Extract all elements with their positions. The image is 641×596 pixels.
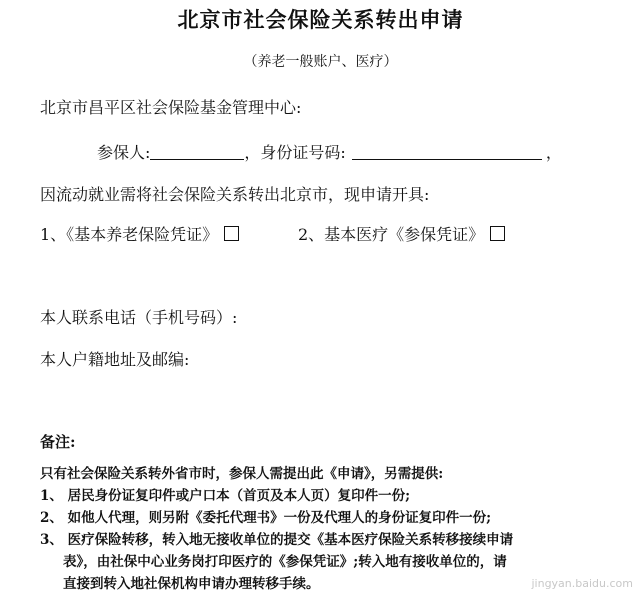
option-1-checkbox[interactable] bbox=[224, 226, 239, 241]
addressee: 北京市昌平区社会保险基金管理中心: bbox=[40, 98, 302, 117]
phone-label: 本人联系电话（手机号码）: bbox=[40, 308, 238, 327]
watermark: jingyan.baidu.com bbox=[531, 577, 633, 590]
notes-item-3-line-2: 表》，由社保中心业务岗打印医疗的《参保凭证》;转入地有接收单位的，请 bbox=[63, 554, 507, 570]
option-1-label: 1、《基本养老保险凭证》 bbox=[40, 225, 219, 244]
option-2-checkbox[interactable] bbox=[490, 226, 505, 241]
insured-row bbox=[97, 140, 562, 163]
reason-text: 因流动就业需将社会保险关系转出北京市，现申请开具: bbox=[40, 185, 430, 204]
address-label: 本人户籍地址及邮编: bbox=[40, 350, 190, 369]
subtitle: （养老一般账户、医疗） bbox=[243, 54, 398, 70]
notes-item-3-line-1: 3、 医疗保险转移，转入地无接收单位的提交《基本医疗保险关系转移接续申请 bbox=[40, 532, 514, 548]
option-1 bbox=[40, 222, 239, 245]
trailing-comma: ， bbox=[545, 143, 562, 162]
notes-heading: 备注: bbox=[40, 433, 76, 451]
id-label: ，身份证号码: bbox=[244, 143, 346, 162]
option-2 bbox=[298, 222, 505, 245]
page-title: 北京市社会保险关系转出申请 bbox=[177, 7, 464, 32]
notes-item-3-line-3: 直接到转入地社保机构申请办理转移手续。 bbox=[63, 576, 320, 592]
insured-label: 参保人: bbox=[97, 143, 151, 162]
option-2-label: 2、基本医疗《参保凭证》 bbox=[298, 225, 485, 244]
notes-item-1: 1、 居民身份证复印件或户口本（首页及本人页）复印件一份; bbox=[40, 488, 411, 504]
notes-intro: 只有社会保险关系转外省市时，参保人需提出此《申请》，另需提供: bbox=[40, 466, 444, 482]
notes-item-2: 2、 如他人代理，则另附《委托代理书》一份及代理人的身份证复印件一份; bbox=[40, 510, 492, 526]
id-number-blank[interactable] bbox=[352, 143, 542, 160]
insured-name-blank[interactable] bbox=[150, 143, 244, 160]
